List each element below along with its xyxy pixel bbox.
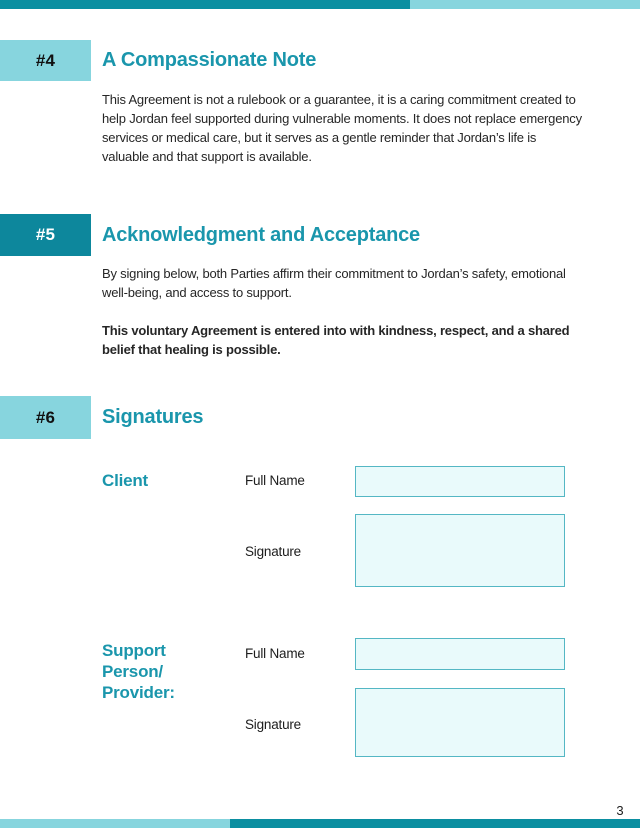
- section-5-badge: [0, 214, 91, 256]
- support-signature-box[interactable]: [355, 688, 565, 757]
- bottom-accent-bar: [0, 819, 640, 828]
- top-bar-dark-segment: [0, 0, 410, 9]
- section-4-badge-number: #4: [35, 50, 56, 70]
- client-signature-label: Signature: [245, 544, 301, 559]
- client-full-name-input[interactable]: [355, 466, 565, 497]
- top-bar-light-segment: [410, 0, 640, 9]
- client-signature-box[interactable]: [355, 514, 565, 587]
- support-party-label: Support Person/ Provider:: [102, 641, 175, 702]
- section-5-title: Acknowledgment and Acceptance: [102, 223, 420, 246]
- section-5-bold-note: This voluntary Agreement is entered into with kindness, respect, and a shared belief that healing is possible.: [102, 323, 570, 357]
- section-6-title: Signatures: [102, 406, 204, 428]
- top-accent-bar: [0, 0, 640, 9]
- client-full-name-label: Full Name: [245, 473, 305, 488]
- section-6-badge: [0, 396, 91, 439]
- section-4-body: This Agreement is not a rulebook or a guarantee, it is a caring commitment created to help Jordan feel supported during vulnerable moments. It does not replace emergency services or medical care, but it serves as a gentle reminder that Jordan’s life is valuable and that support is available.: [102, 92, 582, 164]
- support-full-name-label: Full Name: [245, 646, 305, 661]
- client-party-label: Client: [102, 471, 149, 490]
- section-5-badge-number: #5: [35, 225, 56, 244]
- section-4-title: A Compassionate Note: [102, 49, 317, 71]
- section-5-body: By signing below, both Parties affirm their commitment to Jordan’s safety, emotional well-being, and access to support.: [102, 266, 566, 300]
- support-full-name-input[interactable]: [355, 638, 565, 670]
- section-4-badge: [0, 40, 91, 81]
- bottom-bar-dark-segment: [230, 819, 640, 828]
- page-number: 3: [616, 803, 624, 818]
- bottom-bar-light-segment: [0, 819, 230, 828]
- support-signature-label: Signature: [245, 717, 301, 732]
- section-6-badge-number: #6: [35, 407, 56, 427]
